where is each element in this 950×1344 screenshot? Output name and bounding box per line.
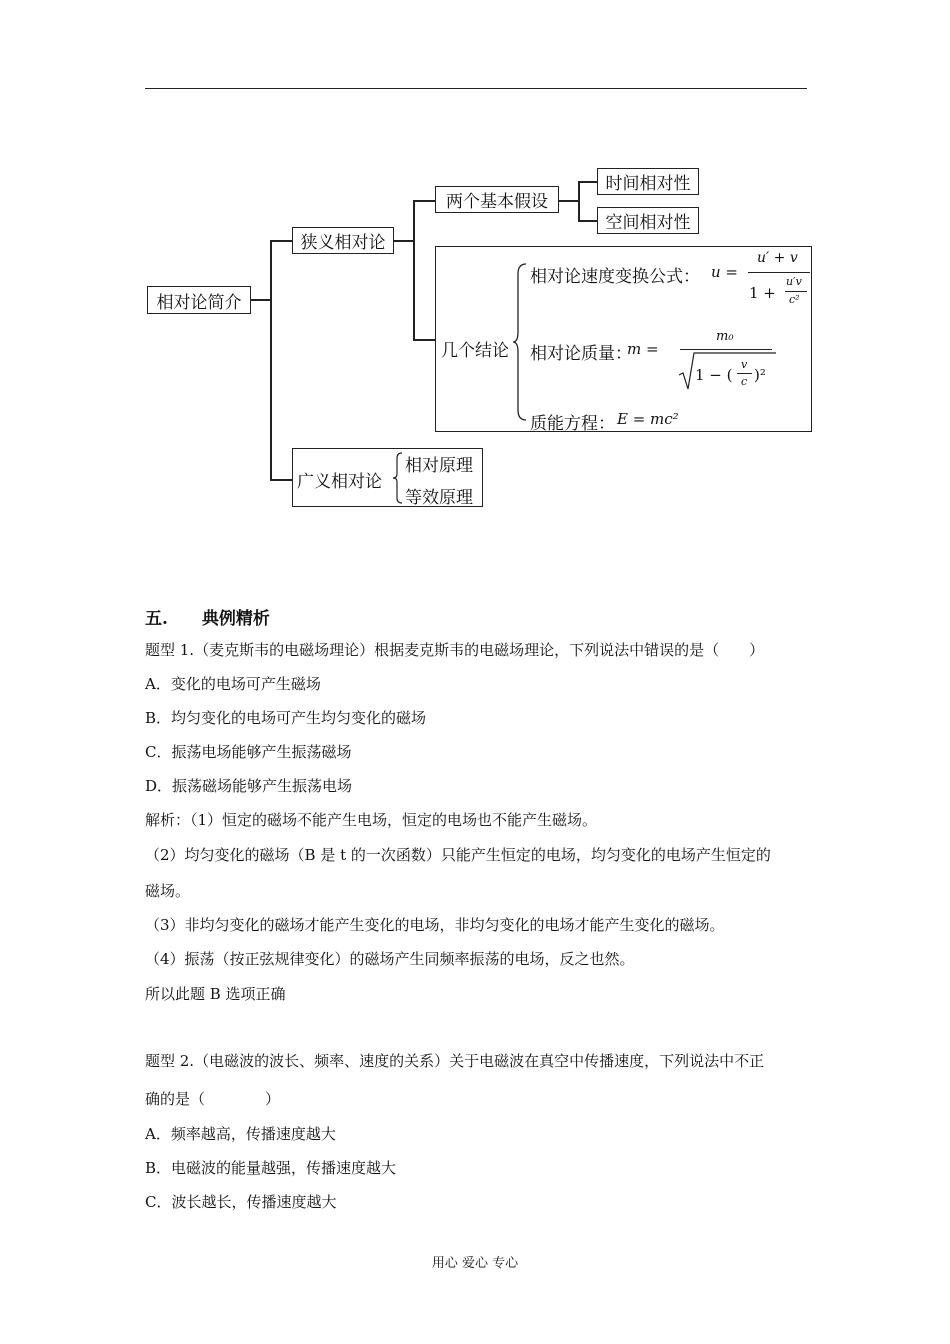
mass-label: 相对论质量： (530, 344, 632, 364)
node-postulates: 两个基本假设 (435, 186, 559, 213)
node-time-relativity: 时间相对性 (597, 168, 699, 195)
connector (270, 240, 293, 242)
energy-label: 质能方程： (530, 414, 615, 434)
section-title: 典例精析 (201, 609, 270, 629)
mass-den-pre: 1 − ( (695, 366, 733, 384)
q1-option-b: B．均匀变化的电场可产生均匀变化的磁场 (145, 709, 427, 727)
velocity-den-frac-num: u′v (786, 275, 802, 288)
connector (251, 299, 271, 301)
mass-den-frac-num: v (741, 358, 748, 371)
connector (394, 240, 414, 242)
q1-analysis-2b: 磁场。 (145, 882, 191, 900)
brace (512, 262, 528, 422)
section-number: 五. (145, 609, 168, 629)
connector (270, 479, 293, 481)
node-conclusions: 几个结论 (441, 341, 509, 361)
q1-analysis-2a: （2）均匀变化的磁场（B 是 t 的一次函数）只能产生恒定的电场，均匀变化的电场产生恒定的 (145, 846, 771, 864)
velocity-numerator: u′ + v (757, 250, 798, 266)
fraction-bar (748, 272, 810, 273)
q1-analysis-1: 解析：（1）恒定的磁场不能产生电场，恒定的电场也不能产生磁场。 (145, 811, 598, 829)
q2-option-a: A．频率越高，传播速度越大 (145, 1125, 336, 1143)
fraction-bar (680, 349, 772, 350)
header-rule (145, 88, 807, 89)
connector (413, 200, 436, 202)
energy-equation: E = mc² (617, 410, 679, 428)
velocity-lhs: u = (711, 263, 738, 281)
q1-conclusion: 所以此题 B 选项正确 (145, 985, 286, 1003)
q2-stem-line1: 题型 2.（电磁波的波长、频率、速度的关系）关于电磁波在真空中传播速度，下列说法中不正 (145, 1052, 765, 1070)
node-relativity-principle: 相对原理 (405, 456, 473, 476)
node-general-relativity: 广义相对论 (297, 472, 382, 492)
q2-stem-line2: 确的是（ ） (145, 1090, 281, 1108)
fraction-bar (785, 291, 807, 292)
node-special-relativity: 狭义相对论 (292, 227, 394, 254)
q2-option-b: B．电磁波的能量越强，传播速度越大 (145, 1159, 397, 1177)
page-footer: 用心 爱心 专心 (431, 1256, 519, 1271)
fraction-bar (737, 373, 752, 374)
connector (270, 240, 272, 480)
q1-option-a: A．变化的电场可产生磁场 (145, 675, 321, 693)
q2-option-c: C．波长越长，传播速度越大 (145, 1193, 337, 1211)
connector (413, 200, 415, 340)
node-equivalence-principle: 等效原理 (405, 488, 473, 508)
connector (559, 200, 579, 202)
mass-lhs: m = (627, 340, 659, 358)
mass-numerator: m₀ (716, 329, 734, 344)
node-root: 相对论简介 (147, 286, 251, 314)
connector (578, 220, 598, 222)
mass-den-post: )² (754, 366, 766, 384)
q1-stem: 题型 1.（麦克斯韦的电磁场理论）根据麦克斯韦的电磁场理论，下列说法中错误的是（ ） (145, 641, 765, 659)
section-heading (145, 604, 270, 629)
velocity-den-one: 1 + (749, 284, 776, 302)
q1-option-d: D．振荡磁场能够产生振荡电场 (145, 777, 353, 795)
mass-den-frac-den: c (741, 375, 748, 388)
velocity-label: 相对论速度变换公式： (530, 267, 700, 287)
q1-option-c: C．振荡电场能够产生振荡磁场 (145, 743, 352, 761)
connector (578, 181, 580, 220)
q1-analysis-3: （3）非均匀变化的磁场才能产生变化的电场，非均匀变化的电场才能产生变化的磁场。 (145, 916, 725, 934)
node-space-relativity: 空间相对性 (597, 207, 699, 234)
velocity-den-frac-den: c² (789, 293, 800, 306)
q1-analysis-4: （4）振荡（按正弦规律变化）的磁场产生同频率振荡的电场，反之也然。 (145, 950, 635, 968)
brace (392, 452, 404, 504)
connector (578, 181, 598, 183)
connector (413, 339, 436, 341)
